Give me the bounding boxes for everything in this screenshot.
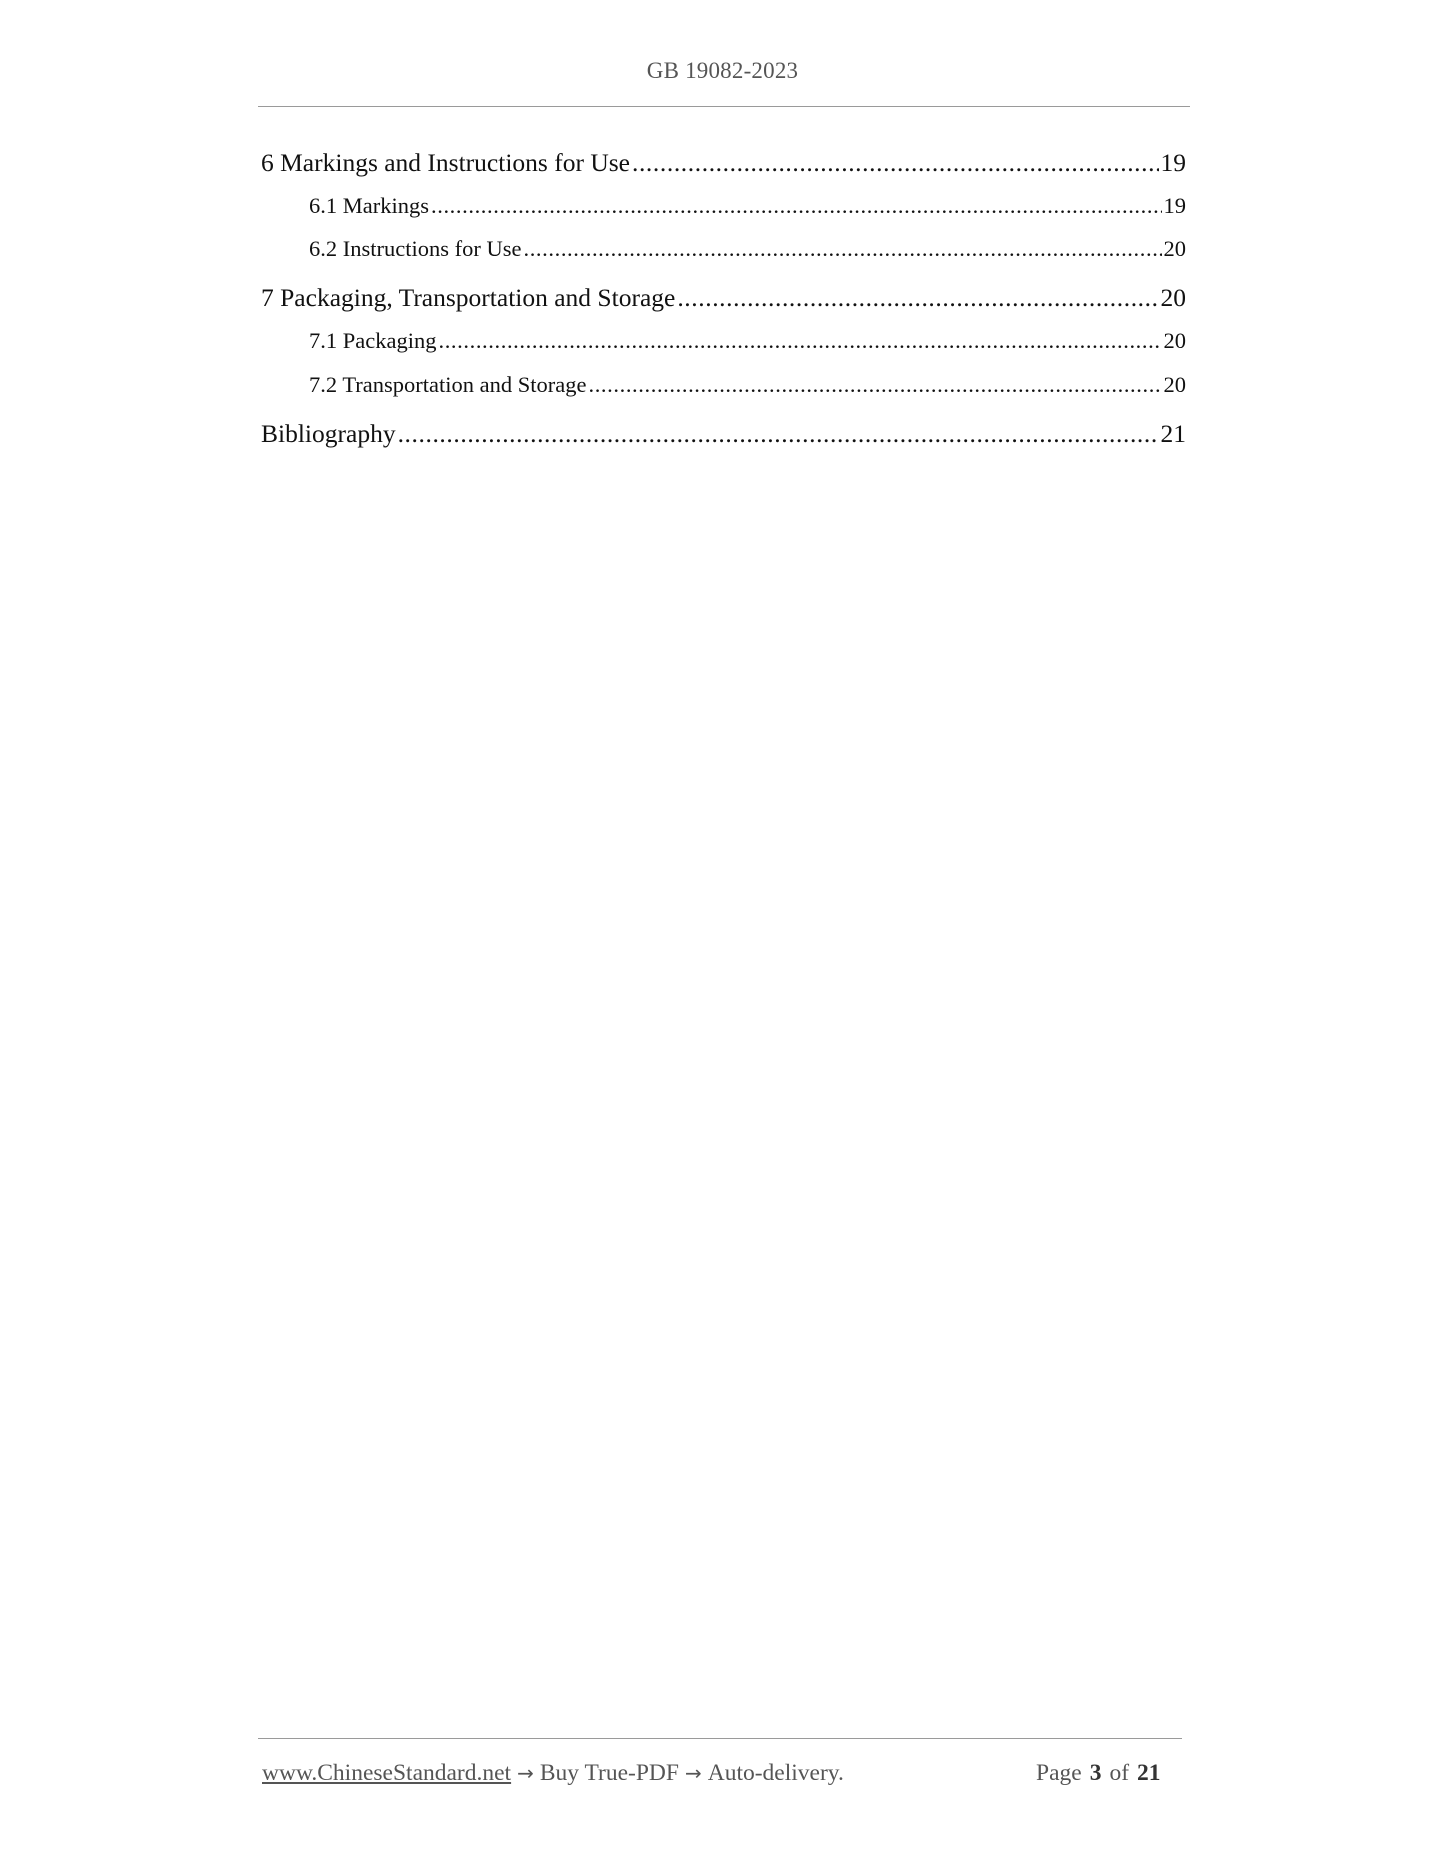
buy-true-pdf-text: Buy True-PDF <box>539 1760 679 1786</box>
toc-entry-section-7-2[interactable] <box>309 372 1186 398</box>
header-divider <box>258 106 1190 107</box>
toc-entry-section-7[interactable] <box>261 283 1186 313</box>
toc-entry-label: 6.2 Instructions for Use <box>309 236 522 261</box>
website-link[interactable]: www.ChineseStandard.net <box>262 1760 512 1786</box>
total-pages-number: 21 <box>1137 1760 1161 1786</box>
toc-entry-section-6[interactable] <box>261 148 1186 178</box>
toc-entry-label: 7 Packaging, Transportation and Storage <box>261 283 676 312</box>
toc-entry-label: 7.1 Packaging <box>309 328 437 353</box>
toc-dot-leader <box>588 372 1161 398</box>
toc-dot-leader <box>632 148 1159 178</box>
toc-entry-page: 20 <box>1163 328 1186 353</box>
toc-entry-section-6-1[interactable] <box>309 193 1186 219</box>
right-arrow-icon: → <box>684 1761 702 1785</box>
toc-dot-leader <box>431 193 1162 219</box>
toc-entry-label: Bibliography <box>261 419 396 448</box>
toc-dot-leader <box>523 236 1161 262</box>
right-arrow-icon: → <box>517 1761 534 1785</box>
toc-entry-bibliography[interactable] <box>261 419 1186 449</box>
toc-entry-page: 19 <box>1163 193 1186 218</box>
toc-entry-page: 21 <box>1160 419 1186 448</box>
footer-divider <box>258 1738 1182 1739</box>
page-word: Page <box>1036 1760 1082 1786</box>
toc-entry-page: 20 <box>1160 283 1186 312</box>
toc-entry-label: 6 Markings and Instructions for Use <box>261 148 630 177</box>
toc-dot-leader <box>398 419 1159 449</box>
toc-entry-page: 20 <box>1163 372 1186 397</box>
auto-delivery-text: Auto-delivery. <box>707 1760 844 1786</box>
of-word: of <box>1109 1760 1130 1786</box>
toc-entry-label: 6.1 Markings <box>309 193 429 218</box>
page-indicator <box>1036 1760 1169 1787</box>
toc-entry-page: 19 <box>1160 148 1186 177</box>
document-id-header: GB 19082-2023 <box>646 58 799 83</box>
toc-dot-leader <box>677 283 1158 313</box>
toc-dot-leader <box>438 328 1161 354</box>
toc-entry-label: 7.2 Transportation and Storage <box>309 372 587 397</box>
toc-entry-section-7-1[interactable] <box>309 328 1186 354</box>
footer-promo <box>262 1760 844 1787</box>
toc-entry-section-6-2[interactable] <box>309 236 1186 262</box>
toc-entry-page: 20 <box>1163 236 1186 261</box>
current-page-number: 3 <box>1089 1760 1102 1786</box>
